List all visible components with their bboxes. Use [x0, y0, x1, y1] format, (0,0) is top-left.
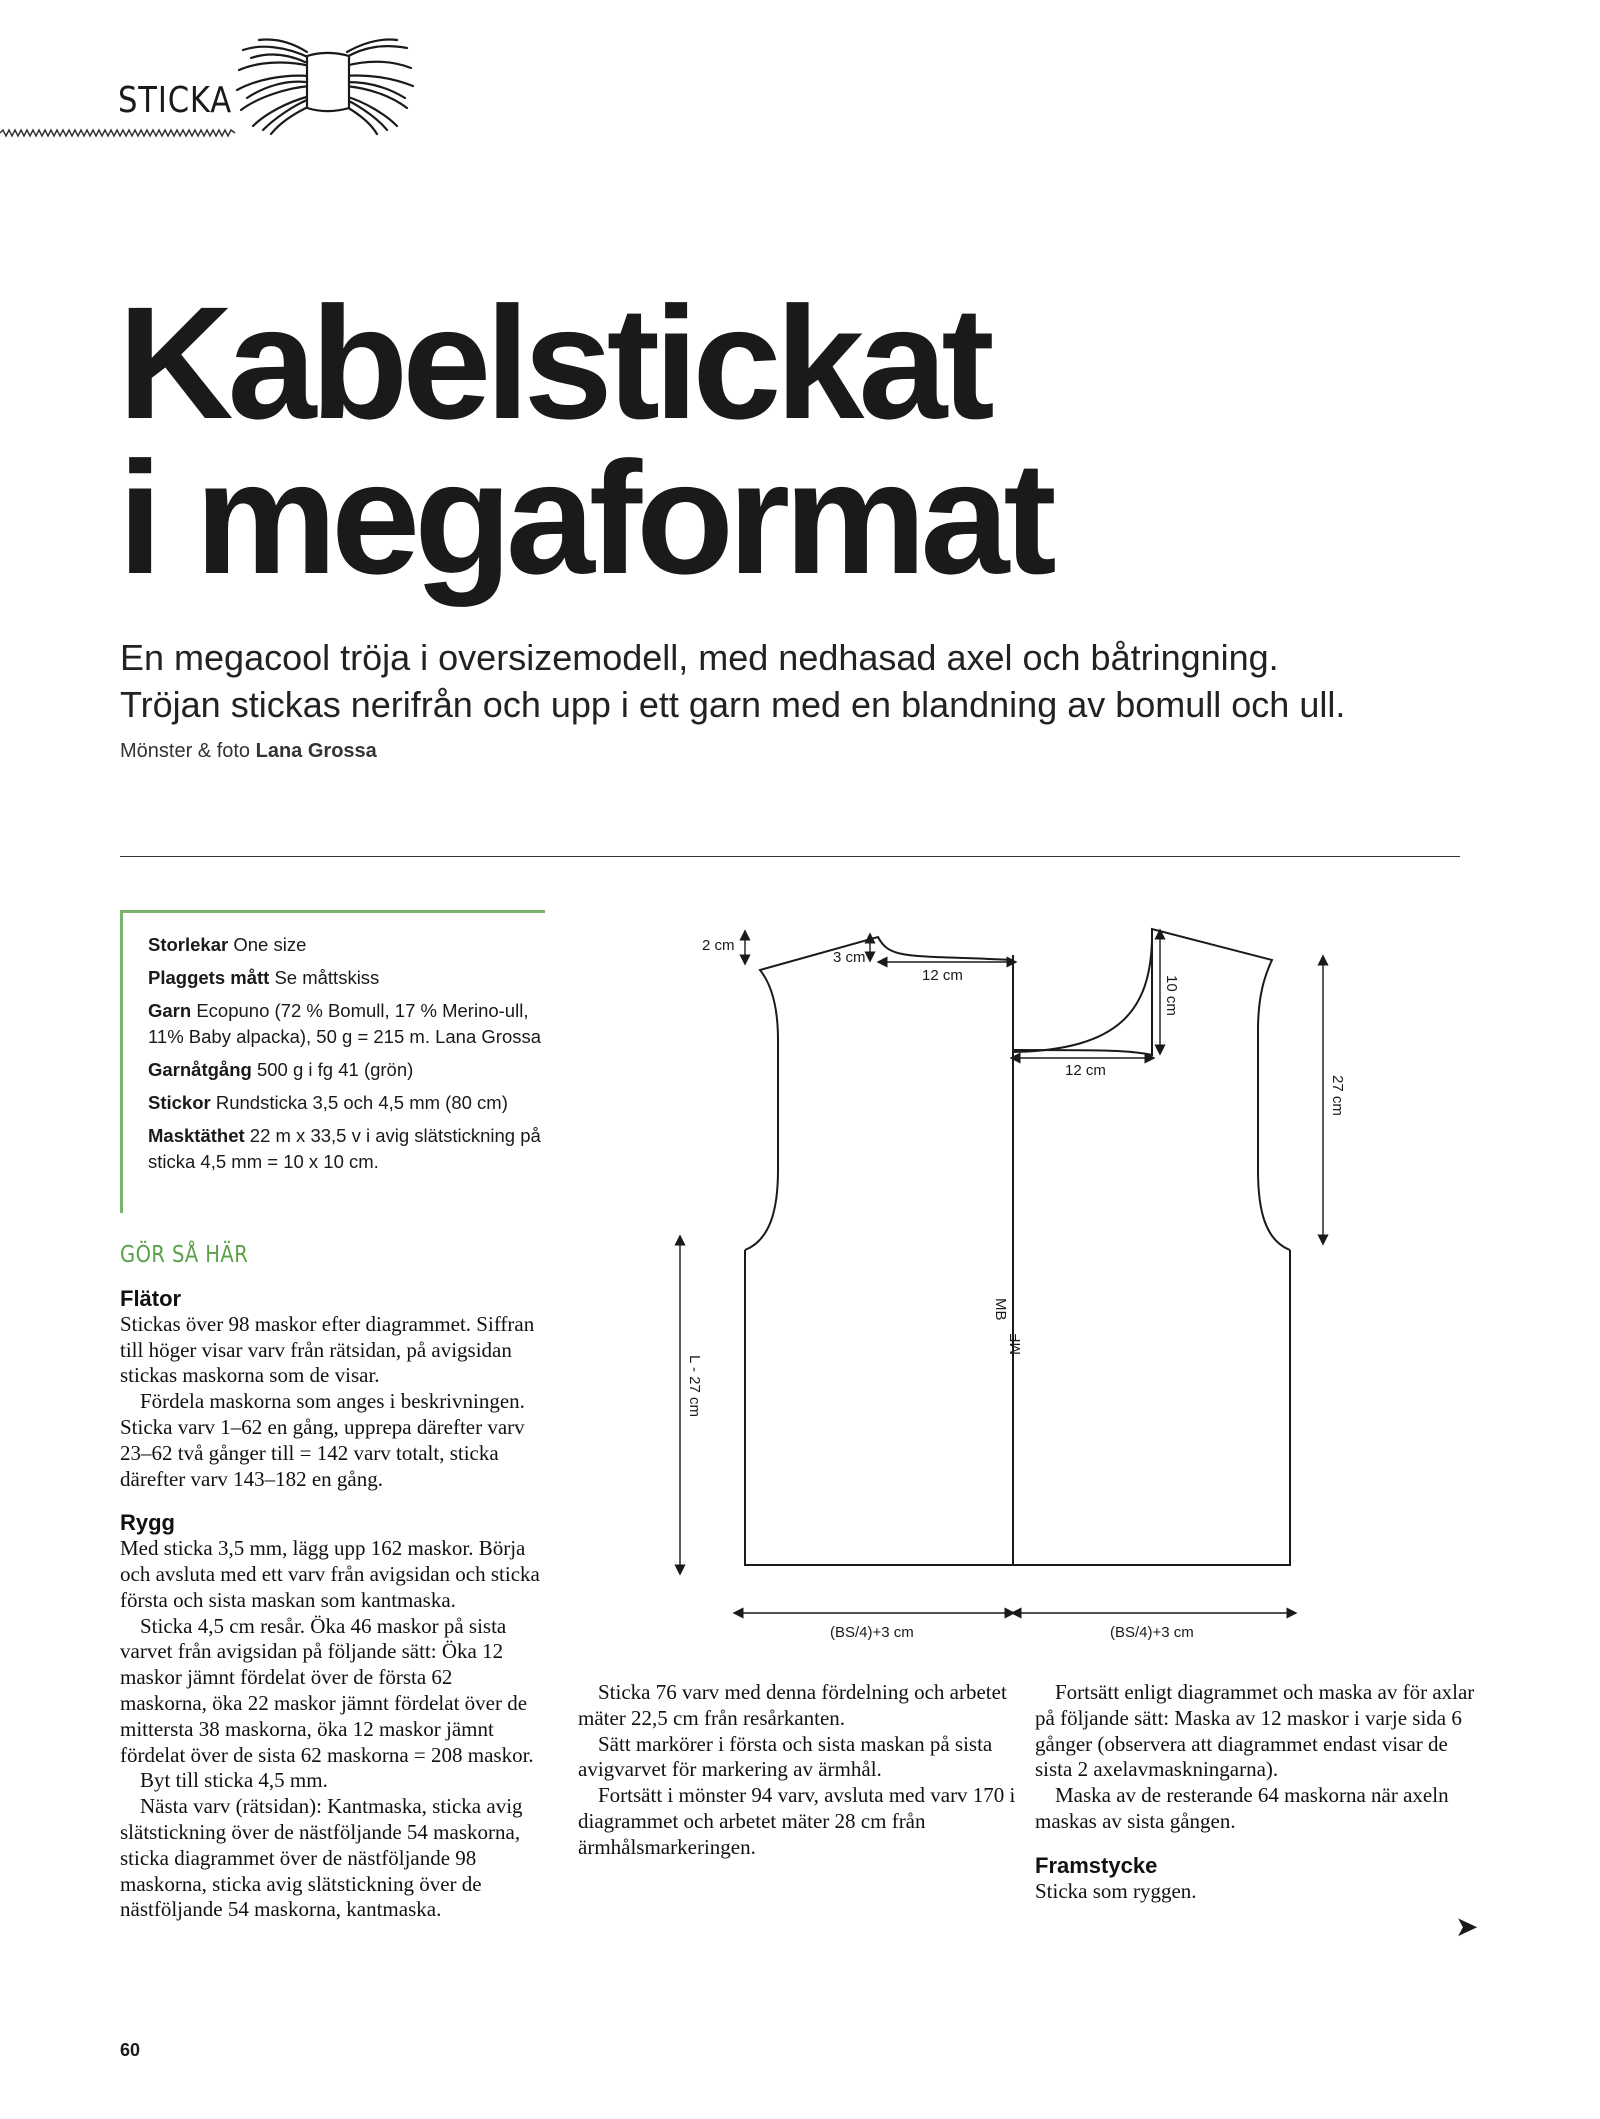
- label-neck-back-width: 12 cm: [922, 967, 963, 984]
- info-label: Stickor: [148, 1092, 211, 1113]
- continue-arrow-icon: ➤: [1455, 1911, 1479, 1942]
- label-neck-front-width: 12 cm: [1065, 1062, 1106, 1079]
- back-half-outline: [745, 955, 1013, 1565]
- info-label: Masktäthet: [148, 1125, 245, 1146]
- info-item-size: [148, 932, 548, 958]
- info-value: Se måttskiss: [274, 967, 380, 988]
- info-value: One size: [233, 934, 307, 955]
- article-lead: [120, 634, 1470, 728]
- divider: [120, 856, 1460, 857]
- paragraph: Sticka 4,5 cm resår. Öka 46 maskor på sista varvet från avigsidan på följande sätt: Öka 12 maskor jämnt fördelat över de första 62 maskorna, öka 22 maskor jämnt fördelat över de mittersta 38 maskorna, öka 12 maskor jämnt fördelat över de sista 62 maskorna = 208 maskor.: [120, 1613, 534, 1767]
- label-mb: MB: [992, 1298, 1009, 1321]
- lead-line-2: Tröjan stickas nerifrån och upp i ett garn med en blandning av bomull och ull.: [120, 684, 1346, 725]
- subhead-flator: Flätor: [120, 1286, 182, 1311]
- article-title: [118, 273, 1418, 607]
- label-armhole: 27 cm: [1329, 1075, 1346, 1116]
- label-neck-front-depth: 10 cm: [1163, 975, 1180, 1016]
- section-label: STICKA: [118, 80, 233, 121]
- credit-name: Lana Grossa: [255, 740, 377, 762]
- info-label: Storlekar: [148, 934, 229, 955]
- subhead-framstycke: Framstycke: [1035, 1852, 1158, 1878]
- info-item-gauge: [148, 1123, 548, 1175]
- header-zigzag-rule: [0, 128, 235, 138]
- paragraph: Med sticka 3,5 mm, lägg upp 162 maskor. Börja och avsluta med ett varv från avigsidan och sticka första och sista maskan som kantmaska.: [120, 1536, 540, 1612]
- info-item-yarn-amount: [148, 1057, 548, 1083]
- text-column-1: [120, 1286, 540, 1922]
- subhead-rygg: Rygg: [120, 1510, 175, 1536]
- info-item-yarn: [148, 998, 548, 1050]
- paragraph: Fortsätt i mönster 94 varv, avsluta med varv 170 i diagrammet och arbetet mäter 28 cm från ärmhålsmarkeringen.: [578, 1783, 1016, 1859]
- credit-line: [120, 740, 377, 763]
- title-line-1: Kabelstickat: [118, 273, 989, 452]
- materials-list: [148, 932, 548, 1182]
- back-shoulder-armhole: [745, 937, 1013, 1250]
- label-half-width-left: (BS/4)+3 cm: [830, 1624, 914, 1641]
- front-half-outline: [1013, 1250, 1290, 1565]
- front-shoulder-neck: [1013, 929, 1290, 1250]
- paragraph: Sätt markörer i första och sista maskan på sista avigvarvet för markering av ärmhål.: [578, 1731, 993, 1782]
- credit-prefix: Mönster & foto: [120, 740, 251, 762]
- info-item-measurements: [148, 965, 548, 991]
- paragraph: Byt till sticka 4,5 mm.: [140, 1768, 328, 1793]
- paragraph: Maska av de resterande 64 maskorna när axeln maskas av sista gången.: [1035, 1783, 1449, 1833]
- label-half-width-right: (BS/4)+3 cm: [1110, 1624, 1194, 1641]
- paragraph: Sticka 76 varv med denna fördelning och arbetet mäter 22,5 cm från resårkanten.: [578, 1680, 1007, 1730]
- lead-line-1: En megacool tröja i oversizemodell, med nedhasad axel och båtringning.: [120, 637, 1279, 678]
- label-body-length: L - 27 cm: [686, 1355, 703, 1417]
- paragraph: Fördela maskorna som anges i beskrivningen. Sticka varv 1–62 en gång, upprepa därefter varv 23–62 två gånger till = 142 varv totalt, sticka därefter varv 143–182 en gång.: [120, 1389, 525, 1491]
- garment-schematic: [650, 920, 1370, 1640]
- instructions-heading: GÖR SÅ HÄR: [120, 1242, 249, 1268]
- label-mf: MF: [1007, 1333, 1024, 1355]
- info-value: Ecopuno (72 % Bomull, 17 % Merino-ull, 11% Baby alpacka), 50 g = 215 m. Lana Grossa: [148, 1000, 542, 1047]
- text-column-2: [578, 1680, 1018, 1861]
- info-value: 500 g i fg 41 (grön): [256, 1059, 414, 1080]
- paragraph: Fortsätt enligt diagrammet och maska av för axlar på följande sätt: Maska av 12 maskor i varje sida 6 gånger (observera att diagrammet endast visar de sista 2 axelavmaskningarna).: [1035, 1680, 1475, 1782]
- info-item-needles: [148, 1090, 548, 1116]
- info-value: Rundsticka 3,5 och 4,5 mm (80 cm): [215, 1092, 508, 1113]
- text-column-3: [1035, 1680, 1475, 1904]
- info-label: Garnåtgång: [148, 1059, 252, 1080]
- paragraph: Nästa varv (rätsidan): Kantmaska, sticka avig slätstickning över de nästföljande 54 maskorna, sticka diagrammet över de nästföljande 98 maskorna, sticka avig slätstickning över de nästföljande 54 maskorna, kantmaska.: [120, 1794, 523, 1922]
- label-neck-back-drop: 3 cm: [833, 949, 866, 966]
- info-label: Plaggets mått: [148, 967, 270, 988]
- info-label: Garn: [148, 1000, 192, 1021]
- info-value: 22 m x 33,5 v i avig slätstickning på sticka 4,5 mm = 10 x 10 cm.: [148, 1125, 541, 1172]
- yarn-skein-icon: [235, 36, 415, 136]
- paragraph: Sticka som ryggen.: [1035, 1878, 1197, 1903]
- title-line-2: i megaformat: [118, 428, 1051, 607]
- paragraph: Stickas över 98 maskor efter diagrammet. Siffran till höger visar varv från rätsidan, på avigsidan stickas maskorna som de visar.: [120, 1311, 535, 1388]
- label-shoulder-drop: 2 cm: [702, 937, 735, 954]
- page-number: 60: [120, 2040, 141, 2060]
